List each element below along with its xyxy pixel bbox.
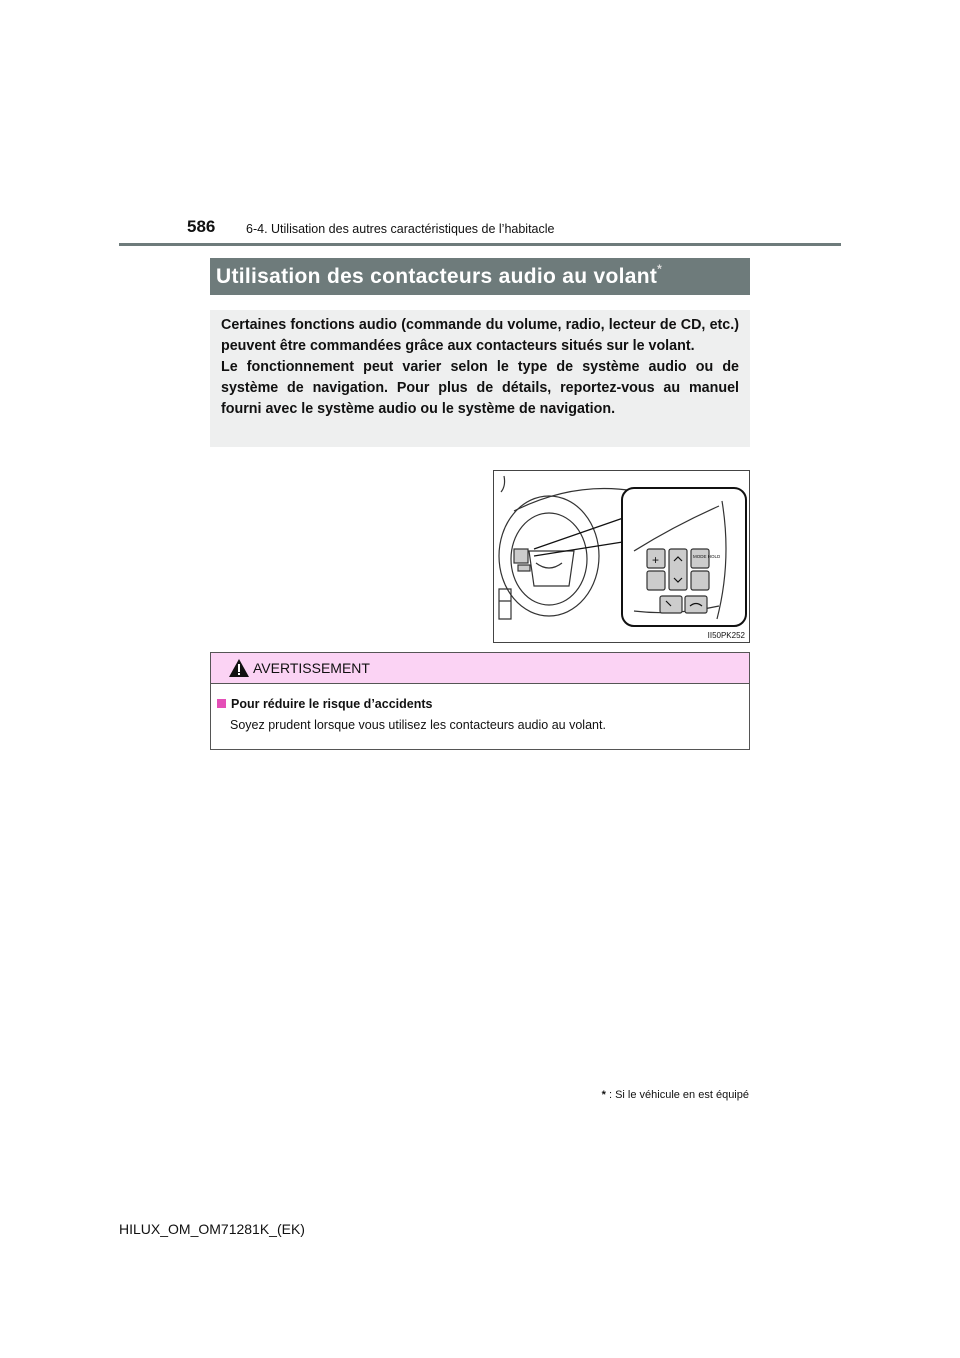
footnote-text: : Si le véhicule en est équipé [608,1089,749,1101]
intro-box [210,310,750,447]
title-text: Utilisation des contacteurs audio au volant [216,265,658,288]
warning-triangle-icon [228,658,250,678]
section-title: 6-4. Utilisation des autres caractéristiques de l’habitacle [246,222,555,236]
intro-paragraph-2: Le fonctionnement peut varier selon le type de système audio ou de système de navigation. Pour plus de détails, reportez-vous au manuel fourni avec le système audio ou le système de navigation. [221,359,739,417]
steering-wheel-illustration [493,470,750,643]
mode-button-label: MODE HOLD [693,554,721,559]
footnote [602,1089,749,1101]
footer-model-code: HILUX_OM_OM71281K_(EK) [119,1221,305,1237]
warning-box [210,652,750,750]
bullet-square-icon [217,699,226,708]
warning-item-text: Soyez prudent lorsque vous utilisez les contacteurs audio au volant. [230,718,606,732]
warning-heading: AVERTISSEMENT [253,660,370,676]
page-number: 586 [187,217,216,236]
footnote-asterisk: * [601,1089,606,1101]
title-asterisk: * [657,262,663,276]
figure-code: II50PK252 [707,631,745,640]
warning-item-title: Pour réduire le risque d’accidents [231,697,433,711]
header-divider [119,243,841,246]
intro-paragraph-1: Certaines fonctions audio (commande du volume, radio, lecteur de CD, etc.) peuvent être commandées grâce aux contacteurs situés sur le volant. [221,317,739,354]
warning-header [211,653,749,684]
svg-text:+: + [652,553,660,567]
page-title [210,258,750,295]
